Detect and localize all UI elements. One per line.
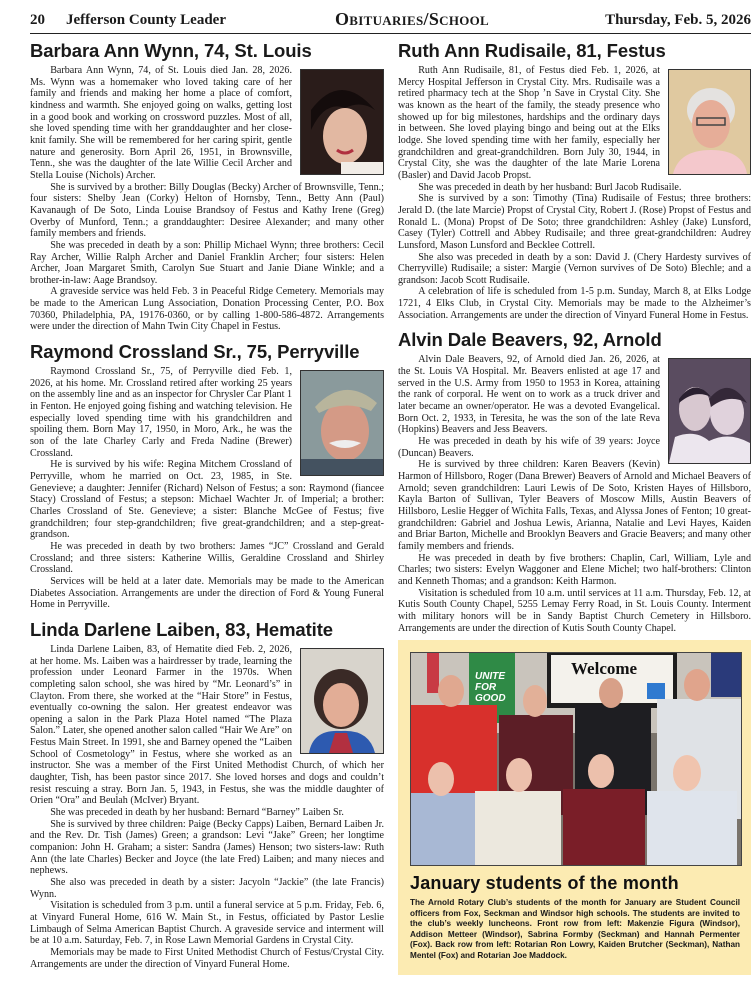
- obituary-paragraph: Barbara Ann Wynn, 74, of St. Louis died Jan. 28, 2026. Ms. Wynn was a homemaker who loved taking care of her family and friends and making her home a place of comfort, kindness and warmth. She enjoyed going on walks, getting lost in a good book and working on crossword puzzles. Most of all, she loved spending time with her granddaughter and her close-knit family. She will be remembered for her caring spirit, gentle nature and generosity. Born April 26, 1951, in Brownsville, Tenn., she was the daughter of the late Willie Cecil Archer and Stella Louise (Nichols) Archer.: [30, 65, 292, 181]
- obituary-rudisaile: [398, 40, 751, 321]
- portrait-photo: [300, 370, 384, 476]
- obituary-paragraph: Ruth Ann Rudisaile, 81, of Festus died Feb. 1, 2026, at Mercy Hospital Jefferson in Crystal City. Mrs. Rudisaile was a retired pharmacy tech at the Shop ’n Save in Crystal City. She was known as the heart of the family, the steady presence who showed up for big milestones, hardships and the ordinary days in between. She loved playing bingo and being out at the Elks lodge. She loved spending time with her family, especially her grandchildren and great-grandchildren. Born July 30, 1944, in Crystal City, she was the daughter of the late Marie Lorena (Basler) and David Jacob Propst.: [398, 65, 660, 181]
- banner-text: UNITE FOR GOOD: [475, 671, 506, 704]
- obituary-paragraph: A graveside service was held Feb. 3 in Peaceful Ridge Cemetery. Memorials may be made to the American Lung Association, Donation Processing Center, P.O. Box 70360, Philadelphia, PA, 19176-0360, or by calling 1-800-586-4872. Arrangements were under the direction of Mahn Twin City Chapel in Festus.: [30, 286, 384, 333]
- left-column: [30, 40, 384, 978]
- obituary-paragraph: She was preceded in death by her husband: Burl Jacob Rudisaile.: [418, 181, 682, 193]
- obituary-paragraph: She also was preceded in death by a son: David J. (Chery Hardesty survives of Cherryville) Rudisaile; a sister: Margie (Vernon survives of De Soto) Blechle; and a grandson: Jacob Scott Rudisaile.: [398, 251, 751, 286]
- obituary-paragraph: She is survived by a son: Timothy (Tina) Rudisaile of Festus; three brothers: Jerald D. (the late Marcie) Propst of Crystal City, Robert J. (Rose) Propst of Festus and Ronald L. (Mona) Propst of De Soto; three grandchildren: Ashley (Jake) Lunsford, Casey (Tyler) Cottrell and Abbey Rudisaile; and three great-grandchildren: Audrey Lunsford, Mason Lunsford and Becklee Cottrell.: [398, 193, 751, 251]
- box-caption: The Arnold Rotary Club’s students of the month for January are Student Council officers from Fox, Seckman and Windsor high schools. The students are invited to the club’s weekly luncheons. Front row from left: Makenzie Figura (Windsor), Addison Metteer (Windsor), Sabrina Formby (Seckman) and Hannah Permenter (Fox). Back row from left: Rotarian Ron Lowry, Kaiden Brutcher (Seckman), Nathan Mentel (Fox) and Rotarian Joe Maddock.: [410, 898, 740, 960]
- screen-welcome-text: Welcome: [571, 659, 638, 678]
- obituary-beavers: [398, 329, 751, 634]
- obituary-headline: Linda Darlene Laiben, 83, Hematite: [30, 618, 333, 640]
- obituary-paragraph: Services will be held at a later date. Memorials may be made to the American Diabetes Association. Arrangements are under the direction of Ford & Young Funeral Home in Perryville.: [30, 575, 384, 611]
- portrait-photo: [668, 69, 751, 175]
- box-title: January students of the month: [410, 873, 679, 893]
- obituary-paragraph: She was preceded in death by a son: Phillip Michael Wynn; three brothers: Cecil Ray Archer, Willie Ralph Archer and Daniel Franklin Archer; four sisters: Helen Archer, Joan Margaret Smith, Carolyn Sue Stuart and Janie Diane Winkle; and a brother-in-law: Aage Brandsoy.: [30, 239, 384, 286]
- page-number: 20: [30, 12, 45, 28]
- obituary-paragraph: She is survived by a brother: Billy Douglas (Becky) Archer of Brownsville, Tenn.; four sisters: Shelby Jean (Corky) Helton of Hornsby, Tenn., Betty Ann (Paul) Kavanaugh of De Soto, Linda Louise Brandsoy of Festus and Kathy Irene (Greg) Overby of Munford, Tenn.; a granddaughter: Desiree Alexander; and many other family members and friends.: [30, 181, 384, 240]
- paper-name: Jefferson County Leader: [66, 12, 226, 28]
- obituary-crossland: [30, 341, 384, 611]
- obituary-paragraph: She also was preceded in death by a sister: Jacyoln “Jackie” (the late Francis) Wynn.: [30, 877, 384, 900]
- obituary-laiben: [30, 619, 384, 970]
- section-title: Obituaries/School: [335, 9, 490, 29]
- obituary-paragraph: A celebration of life is scheduled from 1-5 p.m. Sunday, March 8, at Elks Lodge 1721, 4 Elks Club, in Crystal City. Memorials may be made to the Alzheimer’s Association. Arrangements are under the direction of Vinyard Funeral Home in Festus.: [398, 286, 751, 321]
- obituary-paragraph: She was preceded in death by her husband: Bernard “Barney” Laiben Sr.: [50, 807, 344, 819]
- masthead: [30, 8, 751, 34]
- obituary-paragraph: He was preceded in death by his wife of 39 years: Joyce (Duncan) Beavers.: [398, 436, 660, 459]
- obituary-paragraph: Visitation is scheduled from 3 p.m. until a funeral service at 5 p.m. Friday, Feb. 6, at Vinyard Funeral Home, 616 W. Main St., in Festus, officiated by Pastor Leslie Limbaugh of Selma American Baptist Church. A graveside service and interment will be at 10 a.m. Saturday, Feb. 7, in Rose Lawn Memorial Gardens in Crystal City.: [30, 900, 384, 947]
- obituary-paragraph: She is survived by three children: Paige (Becky Capps) Laiben, Bernard Laiben Jr. and the Rev. Dr. Tish (James) Green; a grandson: Levi “Jake” Green; her longtime companion: John H. Graham; a sister: Sandra (James) Henson; two sisters-law: Ruth Ann (the late Charles) Becker and Joyce (the late Fred) Laiben; and many nieces and nephews.: [30, 818, 384, 877]
- obituary-paragraph: Visitation is scheduled from 10 a.m. until services at 11 a.m. Thursday, Feb. 12, at Kutis South County Chapel, 5255 Lemay Ferry Road, in St. Louis County. Interment with military honors will be in Sandy Baptist Church Cemetery in Hillsboro. Arrangements are under the direction of Kutis South County Chapel.: [398, 587, 751, 634]
- obituary-paragraph: He is survived by his wife: Regina Mitchem Crossland of Perryville, whom he married on Oct. 23, 1985, in Ste. Genevieve; a daughter: Jennifer (Richard) Nelson of Festus; a son: Raymond (fiancee Stacy) Crossland of Festus; a stepson: Michael Wachter Jr. of Imperial; a brother: Charles Crossland of Ste. Genevieve; a sister: Blanche McGee of Festus; five grandchildren; four step-grandchildren; five great-grandchildren; and a step-great-grandson.: [30, 459, 384, 541]
- obituary-headline: Ruth Ann Rudisaile, 81, Festus: [398, 40, 666, 61]
- group-photo: [410, 652, 742, 866]
- portrait-photo: [300, 648, 384, 754]
- obituary-paragraph: Alvin Dale Beavers, 92, of Arnold died Jan. 26, 2026, at the St. Louis VA Hospital. Mr. Beavers enlisted at age 17 and served in the U.S. Army from 1950 to 1953 in Korea, attaining the rank of corporal. He went on to work as a truck driver and later became an owner/operator. He was a devoted Evangelical. Born Oct. 2, 1933, in Teresita, he was the son of the late Reva (Hopkins) Beavers and Jess Beavers.: [398, 354, 660, 436]
- obituary-headline: Raymond Crossland Sr., 75, Perryville: [30, 341, 360, 363]
- obituary-wynn: [30, 40, 384, 333]
- portrait-photo: [300, 69, 384, 175]
- obituary-headline: Alvin Dale Beavers, 92, Arnold: [398, 329, 662, 351]
- obituary-headline: Barbara Ann Wynn, 74, St. Louis: [30, 40, 312, 61]
- obituary-paragraph: Linda Darlene Laiben, 83, of Hematite died Feb. 2, 2026, at her home. Ms. Laiben was a hairdresser by trade, learning the profession under Leonard Farmer in the 1970s. When completing salon school, she was hired by “Mr. Leonard’s” in Clayton. From there, she worked at the “Hair Store” in Festus, eventually co-owning the salon. Her greatest endeavor was opening a salon in the Park Plaza Hotel named “The Plaza Salon.” Later, she opened another salon called “Hair We Are” on Festus Main Street. In 1991, she and Barney opened the “Laiben School of Cosmetology” in Festus, where she worked as an instructor. She was a member of the First United Methodist Church, of which her daughter, Tish, has been pastor since 2017. She loved horses and dogs and couldn’t resist rescuing a stray. Born Jan. 5, 1943, in Festus, she was the middle daughter of Orien “Ora” and Beulah (McIver) Bryant.: [30, 643, 384, 807]
- issue-date: Thursday, Feb. 5, 2026: [605, 12, 751, 28]
- obituary-paragraph: He was preceded in death by two brothers: James “JC” Crossland and Gerald Crossland; and three sisters: Katherine Willis, Geraldine Crossland and Shirley Crossland.: [30, 540, 384, 576]
- portrait-photo: [668, 358, 751, 464]
- obituary-paragraph: Memorials may be made to First United Methodist Church of Festus/Crystal City. Arrangements are under the direction of Vinyard Funeral Home.: [30, 946, 384, 970]
- right-column: [398, 40, 751, 642]
- obituary-paragraph: He is survived by three children: Karen Beavers (Kevin) Harmon of Hillsboro, Roger (Dana Brewer) Beavers of Arnold and Michael Beavers of Arnold; seven grandchildren: Lauri Lewis of De Soto, Kristen Hayes of Hillsboro, Kayla Barton of Sullivan, Tyler Beavers of Moscow Mills, Austin Beavers of Hillsboro, Leslie Hegger of Wichita Falls, Texas, and Alyssa Jones of Fenton; 10 great-grandchildren: Gabriel and Joshua Lewis, Arianna, Natalie and Levi Hayes, Kaiden and Briar Barton, Michelle and Brooklyn Beavers and Gracie Beavers; and many other family members and friends.: [398, 459, 751, 552]
- obituary-paragraph: Raymond Crossland Sr., 75, of Perryville died Feb. 1, 2026, at his home. Mr. Crossland retired after working 25 years on the assembly line and as an inspector for Chrysler Car Plant 1 in Fenton. He enjoyed going fishing and watching television. He especially loved spending time with his grandchildren and spoiling them. Born May 17, 1950, in Moro, Ark., he was the son of the late Charley Carly and Freda Nadine (Brewer) Crossland.: [30, 366, 292, 459]
- obituary-paragraph: He was preceded in death by five brothers: Chaplin, Carl, William, Lyle and Charles; two sisters: Evelyn Waggoner and Elene Michel; two half-brothers: Clinton and Kenneth Thomas; and a grandson: Keith Harmon.: [398, 552, 751, 587]
- students-of-month-box: [398, 640, 751, 975]
